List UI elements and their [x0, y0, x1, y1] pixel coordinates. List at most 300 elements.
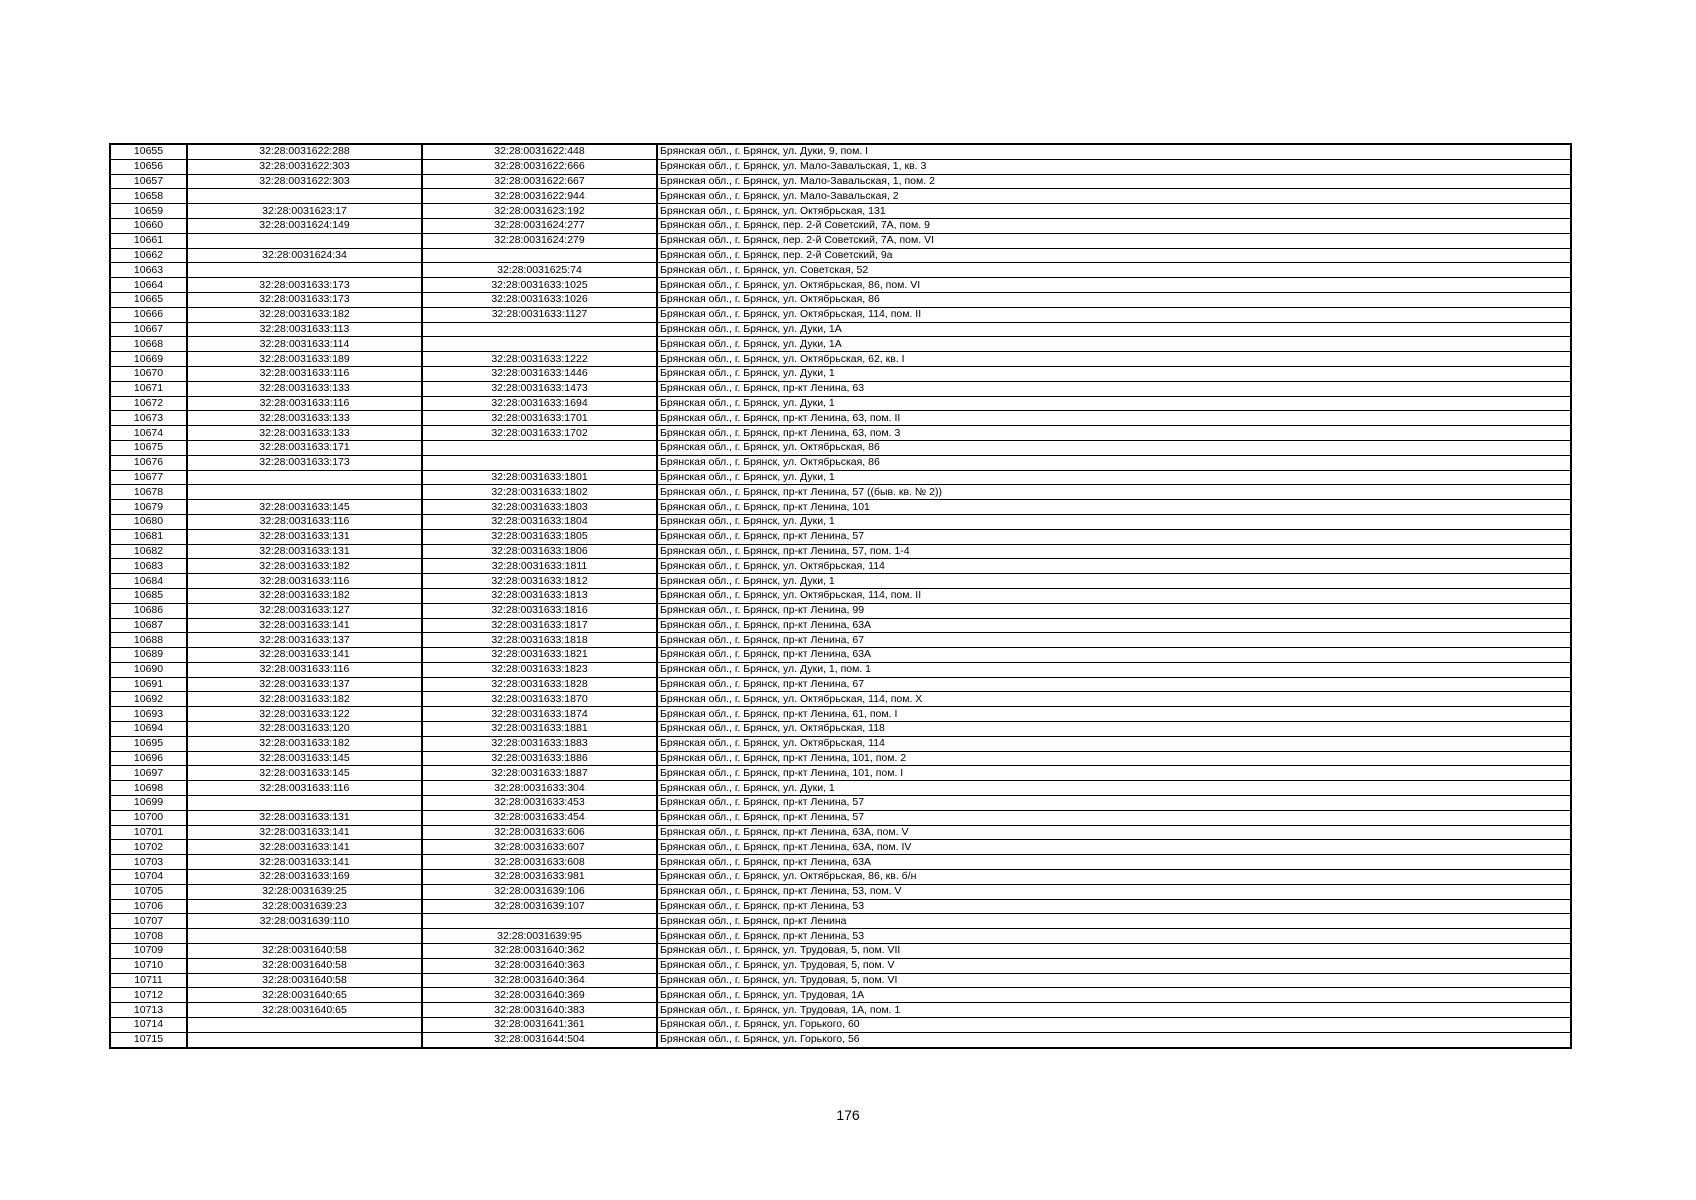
table-row	[110, 722, 1571, 737]
cadastral-number-cell: 32:28:0031633:131	[187, 529, 422, 544]
registry-table-container	[109, 143, 1572, 1049]
table-row	[110, 218, 1571, 233]
row-number-cell: 10708	[110, 929, 187, 944]
row-number-cell: 10670	[110, 366, 187, 381]
object-cadastral-number-cell: 32:28:0031633:1803	[422, 500, 657, 515]
cadastral-number-cell: 32:28:0031633:116	[187, 662, 422, 677]
row-number-cell: 10673	[110, 411, 187, 426]
row-number-cell: 10704	[110, 870, 187, 885]
object-cadastral-number-cell: 32:28:0031633:1804	[422, 514, 657, 529]
object-cadastral-number-cell	[422, 322, 657, 337]
object-cadastral-number-cell: 32:28:0031624:277	[422, 218, 657, 233]
table-row	[110, 796, 1571, 811]
address-cell: Брянская обл., г. Брянск, ул. Дуки, 1	[657, 396, 1571, 411]
address-cell: Брянская обл., г. Брянск, пр-кт Ленина, 57	[657, 529, 1571, 544]
row-number-cell: 10702	[110, 840, 187, 855]
cadastral-number-cell	[187, 189, 422, 204]
address-cell: Брянская обл., г. Брянск, ул. Октябрьская, 118	[657, 722, 1571, 737]
table-row	[110, 1018, 1571, 1033]
object-cadastral-number-cell: 32:28:0031633:1818	[422, 633, 657, 648]
object-cadastral-number-cell: 32:28:0031633:1801	[422, 470, 657, 485]
cadastral-number-cell: 32:28:0031633:114	[187, 337, 422, 352]
address-cell: Брянская обл., г. Брянск, пр-кт Ленина, 61, пом. I	[657, 707, 1571, 722]
cadastral-number-cell: 32:28:0031633:173	[187, 292, 422, 307]
cadastral-number-cell: 32:28:0031633:141	[187, 618, 422, 633]
object-cadastral-number-cell: 32:28:0031644:504	[422, 1032, 657, 1047]
cadastral-number-cell: 32:28:0031633:113	[187, 322, 422, 337]
address-cell: Брянская обл., г. Брянск, пр-кт Ленина, 63, пом. 3	[657, 426, 1571, 441]
object-cadastral-number-cell: 32:28:0031633:1025	[422, 278, 657, 293]
table-row	[110, 751, 1571, 766]
object-cadastral-number-cell: 32:28:0031633:453	[422, 796, 657, 811]
cadastral-number-cell: 32:28:0031633:171	[187, 440, 422, 455]
cadastral-number-cell: 32:28:0031633:137	[187, 633, 422, 648]
row-number-cell: 10698	[110, 781, 187, 796]
row-number-cell: 10677	[110, 470, 187, 485]
table-row	[110, 174, 1571, 189]
table-row	[110, 366, 1571, 381]
object-cadastral-number-cell: 32:28:0031633:606	[422, 825, 657, 840]
address-cell: Брянская обл., г. Брянск, пр-кт Ленина, 101, пом. 2	[657, 751, 1571, 766]
object-cadastral-number-cell: 32:28:0031633:1883	[422, 736, 657, 751]
table-row	[110, 648, 1571, 663]
cadastral-number-cell: 32:28:0031633:141	[187, 840, 422, 855]
row-number-cell: 10696	[110, 751, 187, 766]
address-cell: Брянская обл., г. Брянск, пр-кт Ленина	[657, 914, 1571, 929]
registry-table	[109, 143, 1572, 1049]
table-row	[110, 500, 1571, 515]
address-cell: Брянская обл., г. Брянск, ул. Октябрьская, 114, пом. X	[657, 692, 1571, 707]
cadastral-number-cell: 32:28:0031633:116	[187, 574, 422, 589]
cadastral-number-cell	[187, 485, 422, 500]
object-cadastral-number-cell: 32:28:0031624:279	[422, 233, 657, 248]
table-row	[110, 292, 1571, 307]
row-number-cell: 10680	[110, 514, 187, 529]
cadastral-number-cell	[187, 470, 422, 485]
row-number-cell: 10661	[110, 233, 187, 248]
row-number-cell: 10694	[110, 722, 187, 737]
object-cadastral-number-cell: 32:28:0031641:361	[422, 1018, 657, 1033]
cadastral-number-cell: 32:28:0031633:182	[187, 588, 422, 603]
row-number-cell: 10707	[110, 914, 187, 929]
address-cell: Брянская обл., г. Брянск, пр-кт Ленина, 53	[657, 929, 1571, 944]
object-cadastral-number-cell: 32:28:0031633:1473	[422, 381, 657, 396]
object-cadastral-number-cell: 32:28:0031640:362	[422, 944, 657, 959]
cadastral-number-cell: 32:28:0031633:145	[187, 751, 422, 766]
cadastral-number-cell: 32:28:0031633:116	[187, 396, 422, 411]
row-number-cell: 10688	[110, 633, 187, 648]
object-cadastral-number-cell: 32:28:0031633:1127	[422, 307, 657, 322]
row-number-cell: 10693	[110, 707, 187, 722]
row-number-cell: 10664	[110, 278, 187, 293]
row-number-cell: 10682	[110, 544, 187, 559]
object-cadastral-number-cell: 32:28:0031640:363	[422, 958, 657, 973]
object-cadastral-number-cell	[422, 248, 657, 263]
object-cadastral-number-cell: 32:28:0031633:981	[422, 870, 657, 885]
table-row	[110, 263, 1571, 278]
address-cell: Брянская обл., г. Брянск, пр-кт Ленина, 99	[657, 603, 1571, 618]
cadastral-number-cell	[187, 1032, 422, 1047]
table-row	[110, 307, 1571, 322]
address-cell: Брянская обл., г. Брянск, ул. Октябрьская, 62, кв. I	[657, 352, 1571, 367]
table-row	[110, 825, 1571, 840]
address-cell: Брянская обл., г. Брянск, ул. Трудовая, 5, пом. V	[657, 958, 1571, 973]
cadastral-number-cell: 32:28:0031640:58	[187, 944, 422, 959]
address-cell: Брянская обл., г. Брянск, ул. Дуки, 1	[657, 514, 1571, 529]
address-cell: Брянская обл., г. Брянск, ул. Дуки, 9, пом. I	[657, 144, 1571, 159]
table-row	[110, 914, 1571, 929]
object-cadastral-number-cell: 32:28:0031633:1805	[422, 529, 657, 544]
cadastral-number-cell: 32:28:0031640:65	[187, 988, 422, 1003]
row-number-cell: 10700	[110, 810, 187, 825]
row-number-cell: 10671	[110, 381, 187, 396]
cadastral-number-cell: 32:28:0031623:17	[187, 204, 422, 219]
table-row	[110, 766, 1571, 781]
row-number-cell: 10711	[110, 973, 187, 988]
table-row	[110, 677, 1571, 692]
object-cadastral-number-cell: 32:28:0031622:448	[422, 144, 657, 159]
row-number-cell: 10714	[110, 1018, 187, 1033]
cadastral-number-cell: 32:28:0031624:149	[187, 218, 422, 233]
table-row	[110, 544, 1571, 559]
table-row	[110, 144, 1571, 159]
cadastral-number-cell	[187, 796, 422, 811]
row-number-cell: 10667	[110, 322, 187, 337]
address-cell: Брянская обл., г. Брянск, пр-кт Ленина, 53	[657, 899, 1571, 914]
row-number-cell: 10662	[110, 248, 187, 263]
row-number-cell: 10695	[110, 736, 187, 751]
registry-table-body	[110, 144, 1571, 1048]
row-number-cell: 10710	[110, 958, 187, 973]
row-number-cell: 10686	[110, 603, 187, 618]
object-cadastral-number-cell: 32:28:0031622:944	[422, 189, 657, 204]
table-row	[110, 870, 1571, 885]
row-number-cell: 10675	[110, 440, 187, 455]
object-cadastral-number-cell: 32:28:0031633:1887	[422, 766, 657, 781]
object-cadastral-number-cell: 32:28:0031633:608	[422, 855, 657, 870]
row-number-cell: 10709	[110, 944, 187, 959]
cadastral-number-cell: 32:28:0031633:116	[187, 514, 422, 529]
cadastral-number-cell: 32:28:0031633:189	[187, 352, 422, 367]
object-cadastral-number-cell: 32:28:0031633:1812	[422, 574, 657, 589]
object-cadastral-number-cell: 32:28:0031639:106	[422, 884, 657, 899]
object-cadastral-number-cell: 32:28:0031633:1870	[422, 692, 657, 707]
address-cell: Брянская обл., г. Брянск, ул. Октябрьская, 114	[657, 736, 1571, 751]
object-cadastral-number-cell	[422, 914, 657, 929]
address-cell: Брянская обл., г. Брянск, ул. Октябрьская, 86	[657, 440, 1571, 455]
object-cadastral-number-cell: 32:28:0031633:1446	[422, 366, 657, 381]
cadastral-number-cell: 32:28:0031633:182	[187, 692, 422, 707]
table-row	[110, 396, 1571, 411]
row-number-cell: 10701	[110, 825, 187, 840]
row-number-cell: 10703	[110, 855, 187, 870]
table-row	[110, 781, 1571, 796]
table-row	[110, 514, 1571, 529]
cadastral-number-cell: 32:28:0031633:131	[187, 544, 422, 559]
table-row	[110, 736, 1571, 751]
table-row	[110, 988, 1571, 1003]
row-number-cell: 10672	[110, 396, 187, 411]
address-cell: Брянская обл., г. Брянск, ул. Октябрьская, 114	[657, 559, 1571, 574]
table-row	[110, 381, 1571, 396]
object-cadastral-number-cell: 32:28:0031633:1702	[422, 426, 657, 441]
cadastral-number-cell: 32:28:0031633:127	[187, 603, 422, 618]
cadastral-number-cell: 32:28:0031640:58	[187, 973, 422, 988]
object-cadastral-number-cell: 32:28:0031633:1874	[422, 707, 657, 722]
address-cell: Брянская обл., г. Брянск, ул. Мало-Завальская, 1, пом. 2	[657, 174, 1571, 189]
table-row	[110, 929, 1571, 944]
object-cadastral-number-cell: 32:28:0031633:1026	[422, 292, 657, 307]
object-cadastral-number-cell: 32:28:0031633:1828	[422, 677, 657, 692]
address-cell: Брянская обл., г. Брянск, ул. Горького, 56	[657, 1032, 1571, 1047]
table-row	[110, 426, 1571, 441]
table-row	[110, 1032, 1571, 1047]
row-number-cell: 10715	[110, 1032, 187, 1047]
row-number-cell: 10681	[110, 529, 187, 544]
address-cell: Брянская обл., г. Брянск, ул. Октябрьская, 114, пом. II	[657, 307, 1571, 322]
object-cadastral-number-cell: 32:28:0031640:369	[422, 988, 657, 1003]
table-row	[110, 958, 1571, 973]
cadastral-number-cell: 32:28:0031624:34	[187, 248, 422, 263]
table-row	[110, 855, 1571, 870]
page-number: 176	[836, 1107, 860, 1123]
object-cadastral-number-cell: 32:28:0031639:107	[422, 899, 657, 914]
object-cadastral-number-cell: 32:28:0031633:1817	[422, 618, 657, 633]
row-number-cell: 10699	[110, 796, 187, 811]
address-cell: Брянская обл., г. Брянск, пр-кт Ленина, 53, пом. V	[657, 884, 1571, 899]
row-number-cell: 10689	[110, 648, 187, 663]
row-number-cell: 10679	[110, 500, 187, 515]
address-cell: Брянская обл., г. Брянск, пр-кт Ленина, 101, пом. I	[657, 766, 1571, 781]
cadastral-number-cell	[187, 1018, 422, 1033]
cadastral-number-cell: 32:28:0031633:116	[187, 781, 422, 796]
address-cell: Брянская обл., г. Брянск, ул. Дуки, 1	[657, 781, 1571, 796]
table-row	[110, 440, 1571, 455]
table-row	[110, 840, 1571, 855]
address-cell: Брянская обл., г. Брянск, пр-кт Ленина, 63А	[657, 648, 1571, 663]
table-row	[110, 603, 1571, 618]
table-row	[110, 884, 1571, 899]
cadastral-number-cell: 32:28:0031639:25	[187, 884, 422, 899]
cadastral-number-cell: 32:28:0031639:110	[187, 914, 422, 929]
address-cell: Брянская обл., г. Брянск, ул. Дуки, 1	[657, 366, 1571, 381]
address-cell: Брянская обл., г. Брянск, ул. Трудовая, 5, пом. VII	[657, 944, 1571, 959]
table-row	[110, 707, 1571, 722]
address-cell: Брянская обл., г. Брянск, пр-кт Ленина, 67	[657, 633, 1571, 648]
table-row	[110, 189, 1571, 204]
cadastral-number-cell	[187, 263, 422, 278]
address-cell: Брянская обл., г. Брянск, ул. Дуки, 1	[657, 470, 1571, 485]
table-row	[110, 633, 1571, 648]
address-cell: Брянская обл., г. Брянск, ул. Дуки, 1А	[657, 337, 1571, 352]
table-row	[110, 204, 1571, 219]
row-number-cell: 10655	[110, 144, 187, 159]
row-number-cell: 10669	[110, 352, 187, 367]
object-cadastral-number-cell: 32:28:0031640:383	[422, 1003, 657, 1018]
address-cell: Брянская обл., г. Брянск, ул. Трудовая, 1А	[657, 988, 1571, 1003]
cadastral-number-cell: 32:28:0031639:23	[187, 899, 422, 914]
address-cell: Брянская обл., г. Брянск, ул. Дуки, 1, пом. 1	[657, 662, 1571, 677]
address-cell: Брянская обл., г. Брянск, ул. Октябрьская, 86	[657, 292, 1571, 307]
table-row	[110, 337, 1571, 352]
address-cell: Брянская обл., г. Брянск, ул. Дуки, 1	[657, 574, 1571, 589]
table-row	[110, 352, 1571, 367]
row-number-cell: 10665	[110, 292, 187, 307]
row-number-cell: 10660	[110, 218, 187, 233]
cadastral-number-cell: 32:28:0031633:182	[187, 307, 422, 322]
object-cadastral-number-cell: 32:28:0031633:1886	[422, 751, 657, 766]
table-row	[110, 322, 1571, 337]
address-cell: Брянская обл., г. Брянск, ул. Трудовая, 1А, пом. 1	[657, 1003, 1571, 1018]
cadastral-number-cell: 32:28:0031633:182	[187, 559, 422, 574]
cadastral-number-cell: 32:28:0031633:145	[187, 500, 422, 515]
address-cell: Брянская обл., г. Брянск, ул. Октябрьская, 86, кв. б/н	[657, 870, 1571, 885]
object-cadastral-number-cell: 32:28:0031633:1701	[422, 411, 657, 426]
address-cell: Брянская обл., г. Брянск, пр-кт Ленина, 57, пом. 1-4	[657, 544, 1571, 559]
cadastral-number-cell: 32:28:0031622:288	[187, 144, 422, 159]
object-cadastral-number-cell: 32:28:0031633:1813	[422, 588, 657, 603]
table-row	[110, 662, 1571, 677]
address-cell: Брянская обл., г. Брянск, ул. Октябрьская, 114, пом. II	[657, 588, 1571, 603]
cadastral-number-cell: 32:28:0031640:65	[187, 1003, 422, 1018]
object-cadastral-number-cell: 32:28:0031633:1694	[422, 396, 657, 411]
object-cadastral-number-cell: 32:28:0031622:666	[422, 159, 657, 174]
table-row	[110, 278, 1571, 293]
address-cell: Брянская обл., г. Брянск, пр-кт Ленина, 63, пом. II	[657, 411, 1571, 426]
cadastral-number-cell: 32:28:0031633:133	[187, 426, 422, 441]
address-cell: Брянская обл., г. Брянск, ул. Советская, 52	[657, 263, 1571, 278]
table-row	[110, 529, 1571, 544]
address-cell: Брянская обл., г. Брянск, ул. Октябрьская, 86, пом. VI	[657, 278, 1571, 293]
address-cell: Брянская обл., г. Брянск, пр-кт Ленина, 63	[657, 381, 1571, 396]
row-number-cell: 10691	[110, 677, 187, 692]
address-cell: Брянская обл., г. Брянск, ул. Горького, 60	[657, 1018, 1571, 1033]
object-cadastral-number-cell	[422, 337, 657, 352]
row-number-cell: 10678	[110, 485, 187, 500]
table-row	[110, 944, 1571, 959]
cadastral-number-cell: 32:28:0031633:173	[187, 278, 422, 293]
cadastral-number-cell: 32:28:0031633:120	[187, 722, 422, 737]
table-row	[110, 618, 1571, 633]
table-row	[110, 411, 1571, 426]
object-cadastral-number-cell: 32:28:0031622:667	[422, 174, 657, 189]
object-cadastral-number-cell: 32:28:0031633:1811	[422, 559, 657, 574]
cadastral-number-cell	[187, 929, 422, 944]
address-cell: Брянская обл., г. Брянск, ул. Мало-Завальская, 1, кв. 3	[657, 159, 1571, 174]
row-number-cell: 10683	[110, 559, 187, 574]
row-number-cell: 10659	[110, 204, 187, 219]
object-cadastral-number-cell: 32:28:0031633:1222	[422, 352, 657, 367]
row-number-cell: 10692	[110, 692, 187, 707]
address-cell: Брянская обл., г. Брянск, пр-кт Ленина, 57 ((быв. кв. № 2))	[657, 485, 1571, 500]
table-row	[110, 470, 1571, 485]
cadastral-number-cell: 32:28:0031633:141	[187, 855, 422, 870]
address-cell: Брянская обл., г. Брянск, ул. Мало-Завальская, 2	[657, 189, 1571, 204]
cadastral-number-cell	[187, 233, 422, 248]
cadastral-number-cell: 32:28:0031622:303	[187, 174, 422, 189]
address-cell: Брянская обл., г. Брянск, ул. Октябрьская, 131	[657, 204, 1571, 219]
address-cell: Брянская обл., г. Брянск, пр-кт Ленина, 63А	[657, 855, 1571, 870]
object-cadastral-number-cell: 32:28:0031633:454	[422, 810, 657, 825]
table-row	[110, 588, 1571, 603]
row-number-cell: 10658	[110, 189, 187, 204]
table-row	[110, 455, 1571, 470]
cadastral-number-cell: 32:28:0031622:303	[187, 159, 422, 174]
table-row	[110, 810, 1571, 825]
row-number-cell: 10690	[110, 662, 187, 677]
address-cell: Брянская обл., г. Брянск, пер. 2-й Советский, 7А, пом. VI	[657, 233, 1571, 248]
address-cell: Брянская обл., г. Брянск, пр-кт Ленина, 101	[657, 500, 1571, 515]
address-cell: Брянская обл., г. Брянск, пр-кт Ленина, 57	[657, 810, 1571, 825]
cadastral-number-cell: 32:28:0031633:173	[187, 455, 422, 470]
table-row	[110, 1003, 1571, 1018]
cadastral-number-cell: 32:28:0031633:131	[187, 810, 422, 825]
row-number-cell: 10697	[110, 766, 187, 781]
address-cell: Брянская обл., г. Брянск, пр-кт Ленина, 63А	[657, 618, 1571, 633]
address-cell: Брянская обл., г. Брянск, пр-кт Ленина, 63А, пом. IV	[657, 840, 1571, 855]
object-cadastral-number-cell: 32:28:0031633:1823	[422, 662, 657, 677]
row-number-cell: 10656	[110, 159, 187, 174]
cadastral-number-cell: 32:28:0031633:133	[187, 381, 422, 396]
table-row	[110, 233, 1571, 248]
object-cadastral-number-cell: 32:28:0031623:192	[422, 204, 657, 219]
address-cell: Брянская обл., г. Брянск, ул. Дуки, 1А	[657, 322, 1571, 337]
address-cell: Брянская обл., г. Брянск, пер. 2-й Советский, 9а	[657, 248, 1571, 263]
address-cell: Брянская обл., г. Брянск, пр-кт Ленина, 63А, пом. V	[657, 825, 1571, 840]
object-cadastral-number-cell: 32:28:0031625:74	[422, 263, 657, 278]
object-cadastral-number-cell	[422, 440, 657, 455]
cadastral-number-cell: 32:28:0031633:145	[187, 766, 422, 781]
row-number-cell: 10657	[110, 174, 187, 189]
object-cadastral-number-cell: 32:28:0031633:1802	[422, 485, 657, 500]
object-cadastral-number-cell: 32:28:0031633:1821	[422, 648, 657, 663]
cadastral-number-cell: 32:28:0031633:116	[187, 366, 422, 381]
address-cell: Брянская обл., г. Брянск, пер. 2-й Советский, 7А, пом. 9	[657, 218, 1571, 233]
address-cell: Брянская обл., г. Брянск, ул. Октябрьская, 86	[657, 455, 1571, 470]
cadastral-number-cell: 32:28:0031633:182	[187, 736, 422, 751]
object-cadastral-number-cell: 32:28:0031633:607	[422, 840, 657, 855]
table-row	[110, 485, 1571, 500]
address-cell: Брянская обл., г. Брянск, пр-кт Ленина, 57	[657, 796, 1571, 811]
row-number-cell: 10687	[110, 618, 187, 633]
table-row	[110, 692, 1571, 707]
row-number-cell: 10674	[110, 426, 187, 441]
row-number-cell: 10712	[110, 988, 187, 1003]
table-row	[110, 574, 1571, 589]
row-number-cell: 10705	[110, 884, 187, 899]
row-number-cell: 10676	[110, 455, 187, 470]
row-number-cell: 10706	[110, 899, 187, 914]
table-row	[110, 559, 1571, 574]
object-cadastral-number-cell: 32:28:0031639:95	[422, 929, 657, 944]
object-cadastral-number-cell: 32:28:0031633:1816	[422, 603, 657, 618]
cadastral-number-cell: 32:28:0031633:122	[187, 707, 422, 722]
table-row	[110, 973, 1571, 988]
row-number-cell: 10685	[110, 588, 187, 603]
table-row	[110, 248, 1571, 263]
row-number-cell: 10668	[110, 337, 187, 352]
address-cell: Брянская обл., г. Брянск, ул. Трудовая, 5, пом. VI	[657, 973, 1571, 988]
object-cadastral-number-cell: 32:28:0031633:1806	[422, 544, 657, 559]
row-number-cell: 10663	[110, 263, 187, 278]
cadastral-number-cell: 32:28:0031633:141	[187, 825, 422, 840]
table-row	[110, 159, 1571, 174]
cadastral-number-cell: 32:28:0031633:169	[187, 870, 422, 885]
table-row	[110, 899, 1571, 914]
object-cadastral-number-cell: 32:28:0031640:364	[422, 973, 657, 988]
cadastral-number-cell: 32:28:0031633:133	[187, 411, 422, 426]
cadastral-number-cell: 32:28:0031633:141	[187, 648, 422, 663]
